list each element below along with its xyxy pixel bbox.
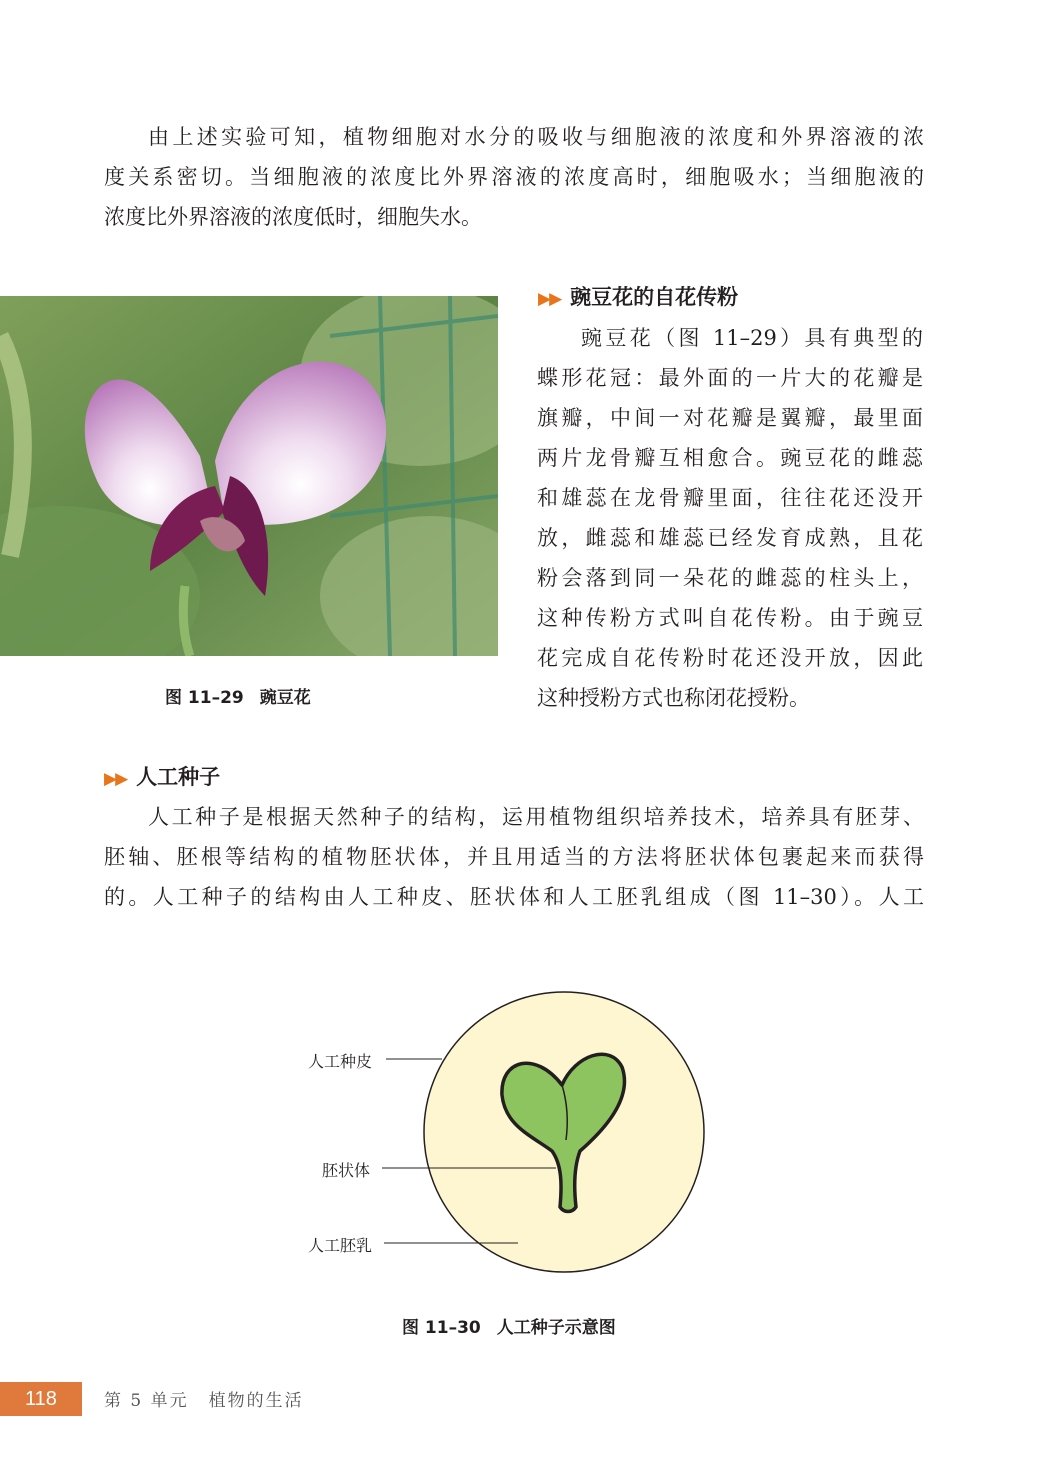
figure-title: 人工种子示意图 bbox=[496, 1318, 616, 1338]
intro-line: 浓度比外界溶液的浓度低时，细胞失水。 bbox=[104, 205, 482, 229]
double-arrow-icon: ▶▶ bbox=[104, 769, 127, 789]
pea-line: 粉会落到同一朵花的雌蕊的柱头上， bbox=[537, 566, 923, 590]
pea-line: 豌豆花（图 11–29）具有典型的 bbox=[581, 326, 923, 350]
pea-line: 两片龙骨瓣互相愈合。豌豆花的雌蕊 bbox=[537, 446, 923, 470]
pea-line: 和雄蕊在龙骨瓣里面，往往花还没开 bbox=[537, 486, 923, 510]
pea-line: 花完成自花传粉时花还没开放，因此 bbox=[537, 646, 923, 670]
pea-line: 蝶形花冠：最外面的一片大的花瓣是 bbox=[537, 366, 923, 390]
seed-paragraph bbox=[104, 797, 924, 917]
pea-flower-photo bbox=[0, 296, 498, 656]
label-artificial-seed-coat: 人工种皮 bbox=[308, 1052, 373, 1071]
pea-line: 放，雌蕊和雄蕊已经发育成熟，且花 bbox=[537, 526, 923, 550]
unit-title: 植物的生活 bbox=[208, 1391, 304, 1411]
figure-title: 豌豆花 bbox=[259, 688, 311, 708]
figure-number: 图 11–30 bbox=[402, 1318, 481, 1338]
figure-number: 图 11–29 bbox=[165, 688, 244, 708]
running-footer bbox=[104, 1386, 304, 1411]
intro-paragraph bbox=[104, 117, 924, 237]
double-arrow-icon: ▶▶ bbox=[538, 289, 561, 309]
pea-line: 这种授粉方式也称闭花授粉。 bbox=[537, 686, 810, 710]
section-heading-text: 豌豆花的自花传粉 bbox=[570, 285, 739, 309]
artificial-seed-diagram bbox=[300, 975, 760, 1295]
section-heading-pea bbox=[538, 282, 738, 312]
seed-line: 胚轴、胚根等结构的植物胚状体，并且用适当的方法将胚状体包裹起来而获得 bbox=[104, 845, 924, 869]
pea-line: 旗瓣，中间一对花瓣是翼瓣，最里面 bbox=[537, 406, 923, 430]
figure-caption-pea bbox=[165, 683, 311, 708]
page-number: 118 bbox=[0, 1382, 82, 1416]
unit-label: 第 5 单元 bbox=[104, 1391, 189, 1411]
label-artificial-endosperm: 人工胚乳 bbox=[308, 1236, 373, 1255]
pea-line: 这种传粉方式叫自花传粉。由于豌豆 bbox=[537, 606, 923, 630]
figure-caption-seed bbox=[402, 1313, 616, 1338]
seed-line: 的。人工种子的结构由人工种皮、胚状体和人工胚乳组成（图 11–30）。人工 bbox=[104, 885, 924, 909]
pea-paragraph bbox=[537, 318, 923, 718]
label-embryoid: 胚状体 bbox=[322, 1161, 371, 1180]
intro-line: 由上述实验可知，植物细胞对水分的吸收与细胞液的浓度和外界溶液的浓 bbox=[148, 125, 924, 149]
section-heading-text: 人工种子 bbox=[136, 765, 221, 789]
section-heading-seed bbox=[104, 762, 220, 792]
intro-line: 度关系密切。当细胞液的浓度比外界溶液的浓度高时，细胞吸水；当细胞液的 bbox=[104, 165, 924, 189]
seed-line: 人工种子是根据天然种子的结构，运用植物组织培养技术，培养具有胚芽、 bbox=[148, 805, 924, 829]
